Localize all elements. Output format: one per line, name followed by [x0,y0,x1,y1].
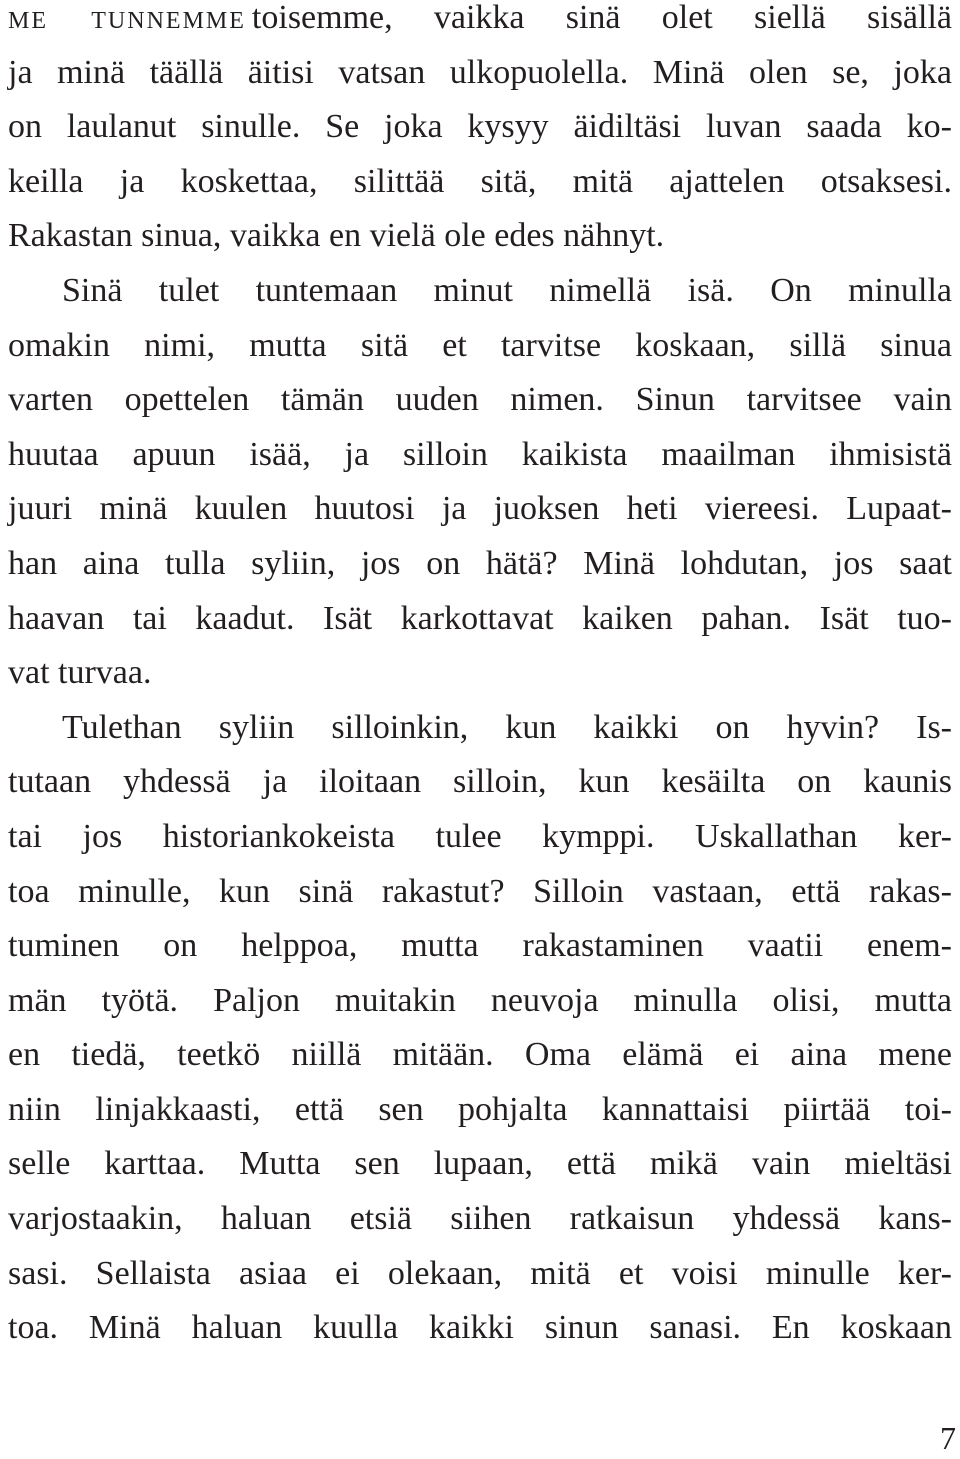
text-line: varten opettelen tämän uuden nimen. Sinun tarvitsee vain [8,381,952,419]
text-line: vat turvaa. [8,654,152,692]
text-line: niin linjakkaasti, että sen pohjalta kannattaisi piirtää toi- [8,1090,952,1128]
text-line: en tiedä, teetkö niillä mitään. Oma elämä ei aina mene [8,1036,952,1074]
text-line: sasi. Sellaista asiaa ei olekaan, mitä et voisi minulle ker- [8,1254,952,1292]
text-line: han aina tulla syliin, jos on hätä? Minä lohdutan, jos saat [8,544,952,582]
text-line: haavan tai kaadut. Isät karkottavat kaiken pahan. Isät tuo- [8,599,952,637]
opening-smallcaps: me tunnemme [8,0,246,36]
text-line: juuri minä kuulen huutosi ja juoksen heti viereesi. Lupaat- [8,490,952,528]
text-line: selle karttaa. Mutta sen lupaan, että mikä vain mieltäsi [8,1145,952,1183]
text-line: huutaa apuun isää, ja silloin kaikista maailman ihmisistä [8,435,952,473]
text-line: toa minulle, kun sinä rakastut? Silloin vastaan, että rakas- [8,872,952,910]
text-line: tuminen on helppoa, mutta rakastaminen vaatii enem- [8,927,952,965]
text-line: omakin nimi, mutta sitä et tarvitse koskaan, sillä sinua [8,326,952,364]
text-line: Rakastan sinua, vaikka en vielä ole edes nähnyt. [8,217,665,255]
text-line: keilla ja koskettaa, silittää sitä, mitä ajattelen otsaksesi. [8,162,952,200]
text-line: on laulanut sinulle. Se joka kysyy äidiltäsi luvan saada ko- [8,108,952,146]
opening-line [8,0,952,46]
text-line: tutaan yhdessä ja iloitaan silloin, kun kesäilta on kaunis [8,763,952,801]
text-line: ja minä täällä äitisi vatsan ulkopuolella. Minä olen se, joka [8,53,952,91]
opening-rest: toisemme, vaikka sinä olet siellä sisällä [251,0,952,36]
text-line: tai jos historiankokeista tulee kymppi. Uskallathan ker- [8,817,952,855]
text-line: toa. Minä haluan kuulla kaikki sinun sanasi. En koskaan [8,1309,952,1347]
text-line: män työtä. Paljon muitakin neuvoja minulla olisi, mutta [8,981,952,1019]
body-text [8,0,952,1356]
text-line: varjostaakin, haluan etsiä siihen ratkaisun yhdessä kans- [8,1200,952,1238]
text-line: Sinä tulet tuntemaan minut nimellä isä. On minulla [62,271,952,309]
page-number: 7 [940,1420,956,1456]
text-line: Tulethan syliin silloinkin, kun kaikki on hyvin? Is- [62,708,952,746]
